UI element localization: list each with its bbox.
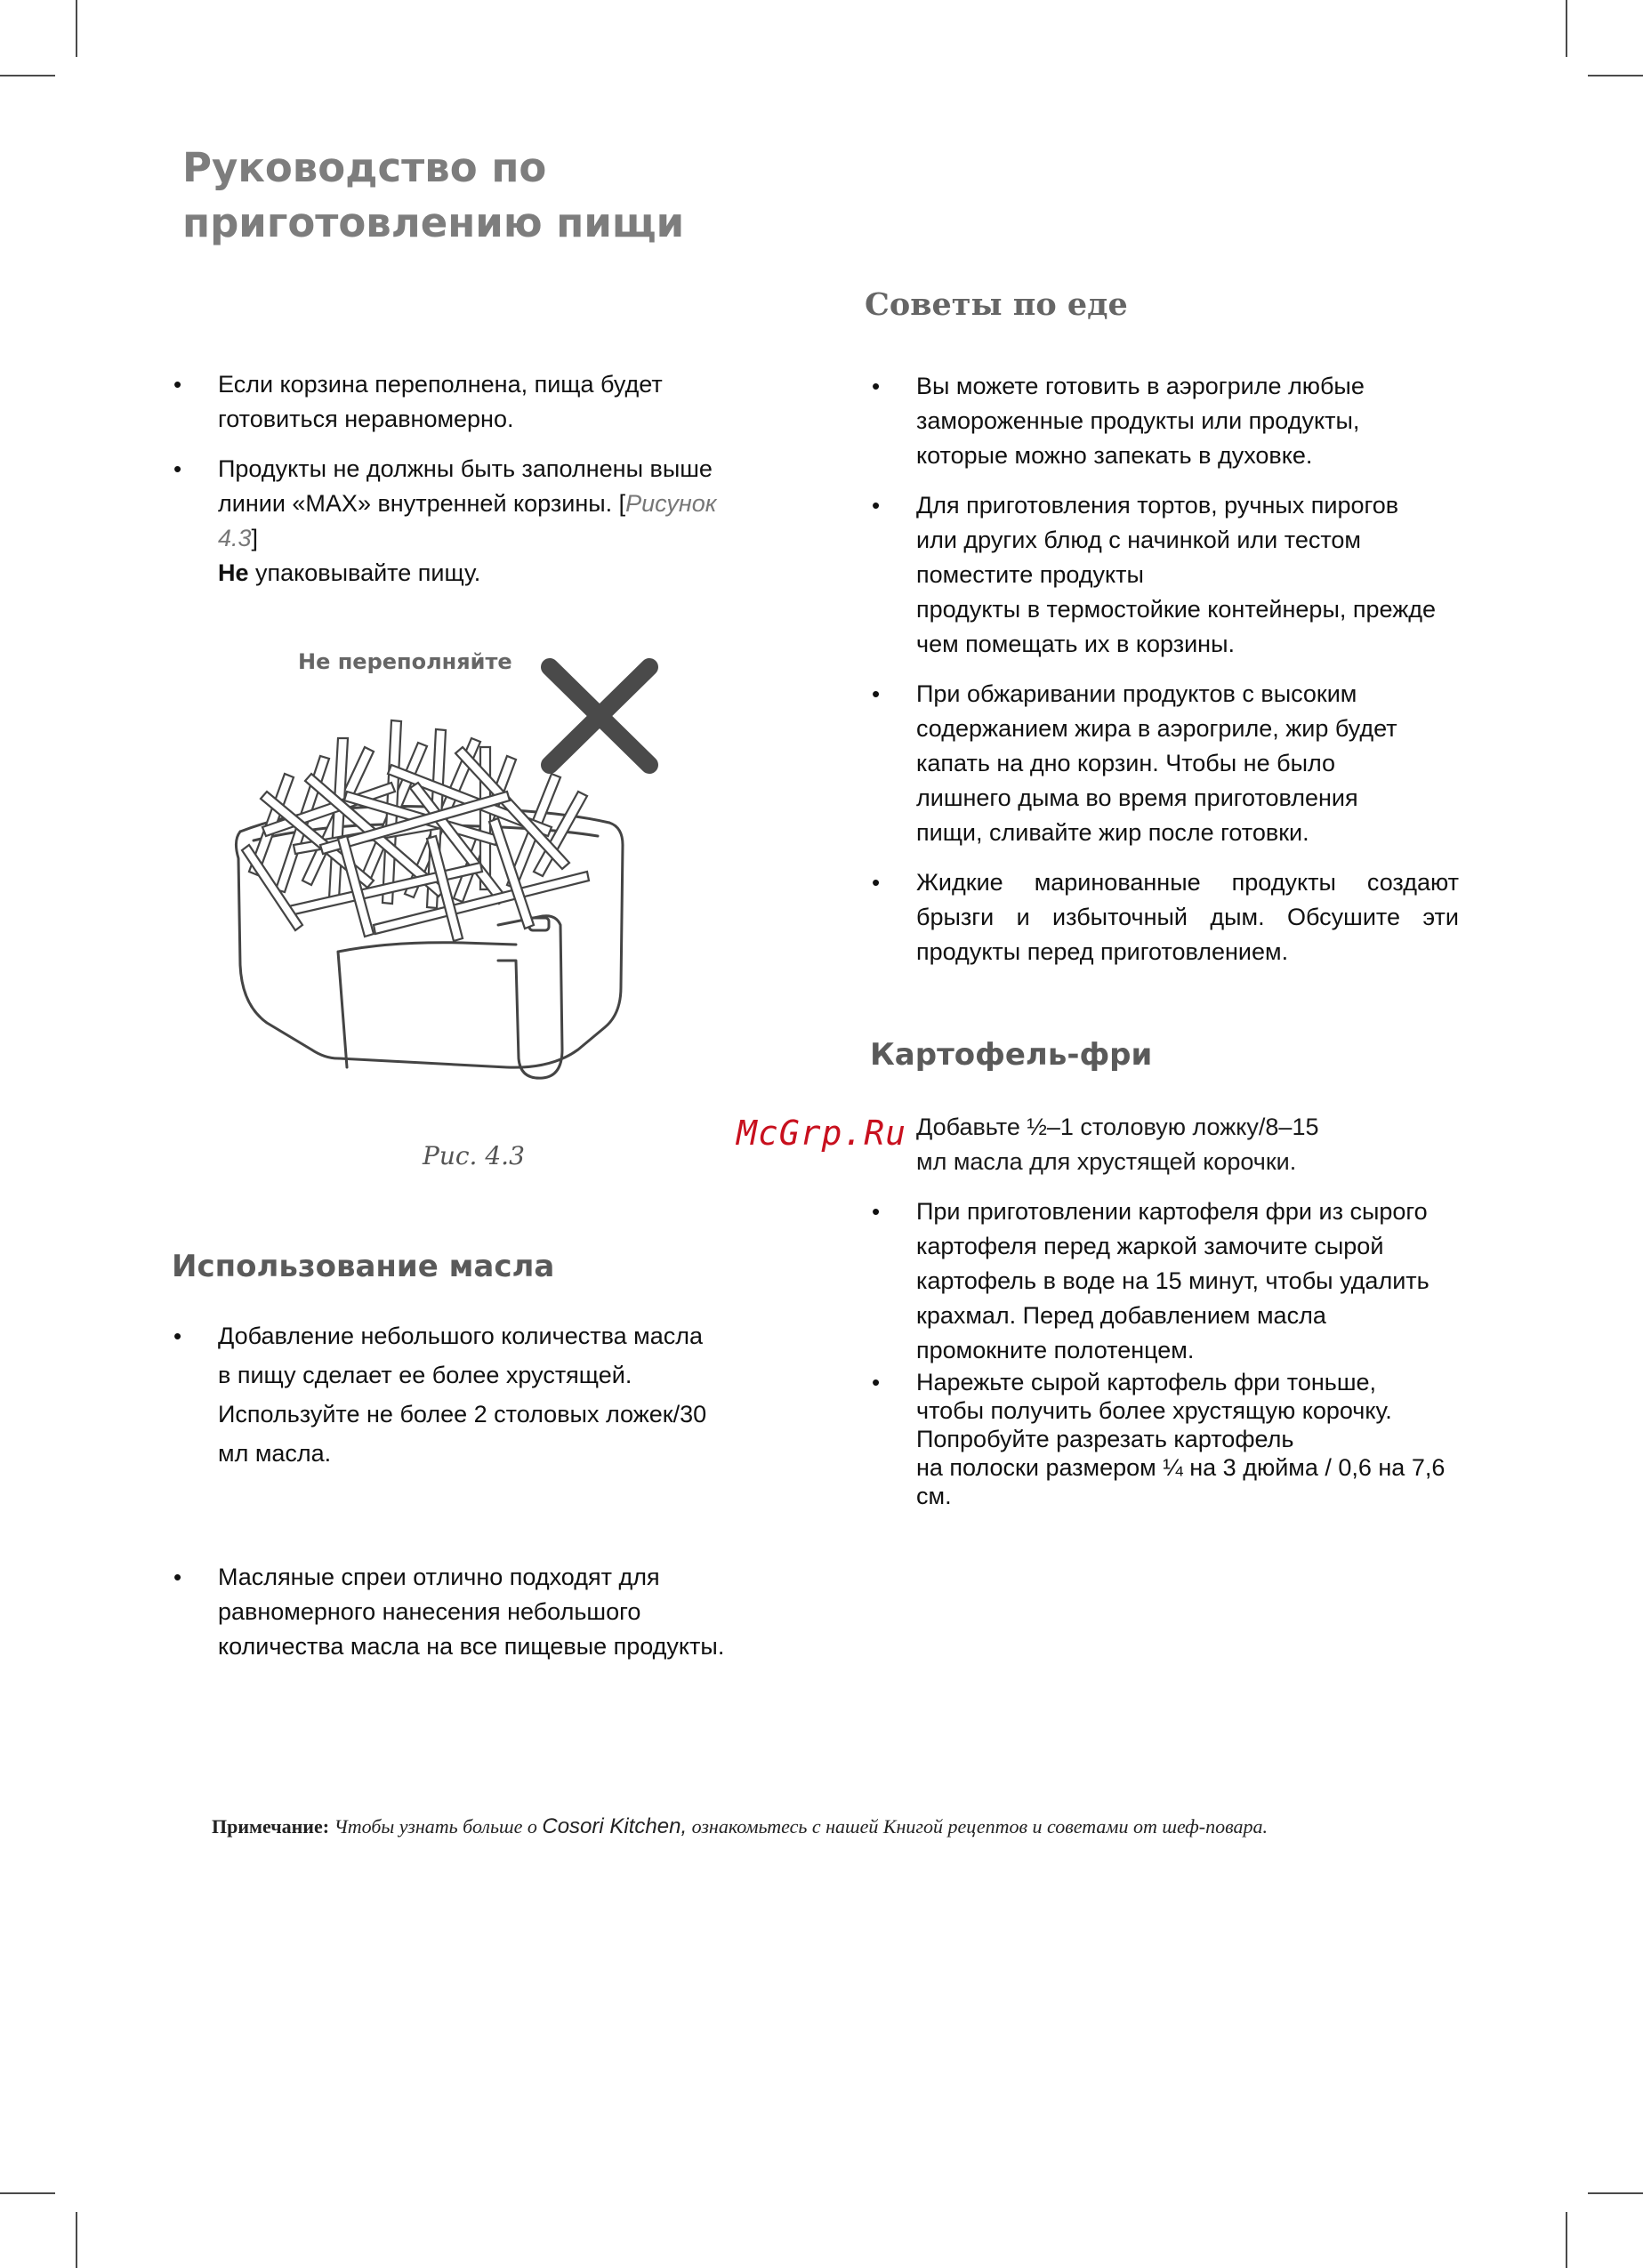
text-line	[218, 556, 796, 591]
fries-pile	[242, 720, 589, 941]
text-line: • Если корзина переполнена, пища будет	[218, 371, 663, 398]
brand-name: Cosori Kitchen,	[542, 1814, 688, 1838]
fries-intro	[916, 1110, 1318, 1179]
text-line: продукты перед приготовлением.	[916, 938, 1289, 965]
oil-bullets	[173, 1316, 796, 1488]
crop-mark	[76, 0, 77, 57]
text-line: лишнего дыма во время приготовления	[916, 784, 1358, 811]
text-fragment: упаковывайте пищу.	[248, 559, 481, 586]
basket-front	[338, 943, 516, 1067]
text-line: см.	[916, 1483, 952, 1509]
fries-bullets	[872, 1194, 1494, 1383]
spray-bullets	[173, 1560, 814, 1679]
figure-label: Не переполняйте	[298, 649, 512, 674]
list-item	[872, 1368, 1494, 1510]
text-line	[218, 521, 796, 556]
text-line: мл масла для хрустящей корочки.	[916, 1148, 1297, 1175]
tips-heading: Советы по еде	[865, 286, 1128, 323]
text-fragment: ]	[251, 525, 259, 551]
footnote	[212, 1814, 1268, 1839]
text-line: • Добавление небольшого количества масла	[218, 1323, 703, 1349]
list-item	[173, 452, 796, 591]
text-line: • Масляные спреи отлично подходят для	[218, 1564, 660, 1590]
list-item	[872, 369, 1459, 473]
text-line: промокните полотенцем.	[916, 1337, 1195, 1363]
text-fragment: линии «MAX» внутренней корзины. [	[218, 490, 626, 517]
text-line: поместите продукты	[916, 561, 1144, 588]
figure-caption: Рис. 4.3	[423, 1141, 525, 1170]
text-line: • При приготовлении картофеля фри из сырого	[916, 1198, 1428, 1225]
text-line: • Жидкие маринованные продукты создают	[916, 869, 1459, 896]
note-text: Чтобы узнать больше о	[334, 1815, 537, 1838]
note-text: ознакомьтесь с нашей Книгой рецептов и советами от шеф-повара.	[691, 1815, 1268, 1838]
text-line: • Продукты не должны быть заполнены выше	[218, 455, 713, 482]
figure-reference: 4.3	[218, 525, 252, 551]
crop-mark	[0, 75, 55, 76]
list-item	[872, 488, 1459, 662]
tips-bullets	[872, 369, 1459, 985]
text-line: содержанием жира в аэрогриле, жир будет	[916, 715, 1397, 742]
watermark: McGrp.Ru	[737, 1114, 907, 1153]
page-title-line: Руководство по	[182, 144, 547, 191]
list-item	[872, 677, 1459, 850]
text-line: капать на дно корзин. Чтобы не было	[916, 750, 1336, 776]
text-line: или других блюд с начинкой или тестом	[916, 527, 1361, 553]
text-line: равномерного нанесения небольшого	[218, 1598, 641, 1625]
text-line: • При обжаривании продуктов с высоким	[916, 680, 1357, 707]
list-item	[173, 1316, 796, 1473]
text-line: которые можно запекать в духовке.	[916, 442, 1313, 469]
text-line: продукты в термостойкие контейнеры, прежде	[916, 596, 1437, 623]
text-line: Добавьте ½–1 столовую ложку/8–15	[916, 1114, 1319, 1140]
page-title	[182, 141, 894, 251]
crop-mark	[1588, 2192, 1643, 2194]
figure-reference: Рисунок	[625, 490, 717, 517]
page-title-line: приготовлению пищи	[182, 199, 685, 246]
text-line: крахмал. Перед добавлением масла	[916, 1302, 1326, 1329]
text-line: количества масла на все пищевые продукты.	[218, 1633, 725, 1660]
text-line: чтобы получить более хрустящую корочку.	[916, 1397, 1392, 1424]
crop-mark	[1566, 0, 1567, 57]
fries-cut-bullets	[872, 1368, 1494, 1525]
text-line: Используйте не более 2 столовых ложек/30	[218, 1401, 707, 1428]
text-line: • Для приготовления тортов, ручных пирогов	[916, 492, 1399, 519]
text-line: • Нарежьте сырой картофель фри тоньше,	[916, 1369, 1376, 1395]
list-item	[872, 865, 1459, 969]
oil-heading: Использование масла	[172, 1249, 555, 1284]
fries-heading: Картофель-фри	[870, 1037, 1153, 1073]
list-item	[173, 1560, 814, 1664]
text-line: картофеля перед жаркой замочите сырой	[916, 1233, 1384, 1259]
text-line: в пищу сделает ее более хрустящей.	[218, 1362, 632, 1388]
text-line: чем помещать их в корзины.	[916, 631, 1235, 657]
crop-mark	[1588, 75, 1643, 76]
text-line: замороженные продукты или продукты,	[916, 407, 1360, 434]
text-line: мл масла.	[218, 1440, 332, 1467]
overfilled-basket-illustration	[213, 658, 712, 1121]
text-line: на полоски размером ¼ на 3 дюйма / 0,6 на 7,6	[916, 1454, 1446, 1481]
list-item	[173, 367, 796, 437]
text-line: пищи, сливайте жир после готовки.	[916, 819, 1309, 846]
text-line: картофель в воде на 15 минут, чтобы удалить	[916, 1267, 1430, 1294]
close-icon	[550, 667, 649, 765]
crop-mark	[1566, 2212, 1567, 2268]
list-item	[872, 1194, 1494, 1368]
basket-handle	[498, 916, 562, 1078]
crop-mark	[76, 2212, 77, 2268]
crop-mark	[0, 2192, 55, 2194]
text-line: готовиться неравномерно.	[218, 406, 514, 432]
emphasis: Не	[218, 559, 249, 586]
text-line: Попробуйте разрезать картофель	[916, 1426, 1294, 1452]
basket-bullets	[173, 367, 796, 606]
text-line	[218, 487, 796, 521]
text-line: • Вы можете готовить в аэрогриле любые	[916, 373, 1365, 399]
note-label: Примечание:	[212, 1815, 330, 1838]
text-line: брызги и избыточный дым. Обсушите эти	[916, 904, 1459, 930]
